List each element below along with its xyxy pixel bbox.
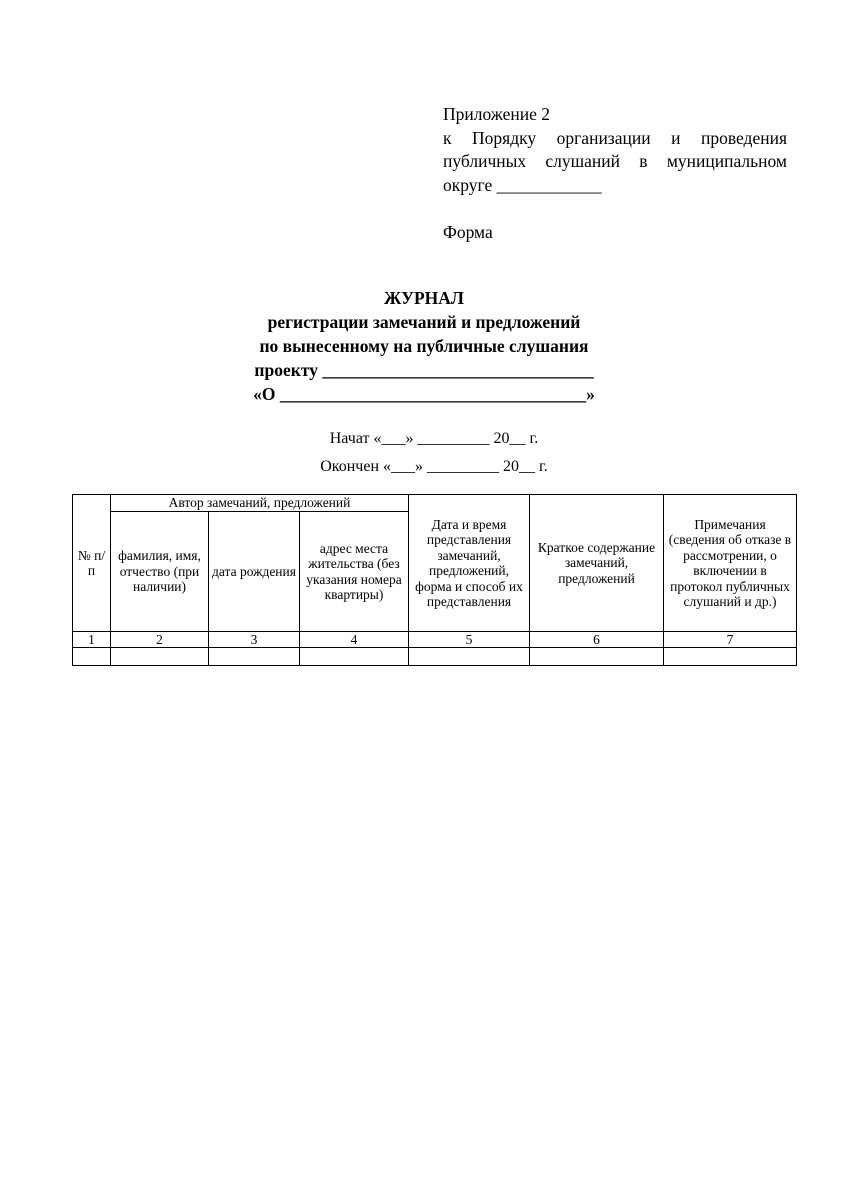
column-number: 5 (409, 632, 530, 648)
header-birth-date: дата рождения (209, 512, 300, 632)
table-cell[interactable] (664, 648, 797, 666)
table-cell[interactable] (73, 648, 111, 666)
table-header-row (73, 495, 797, 512)
project-line: проекту _______________________________ (254, 360, 594, 380)
column-number: 4 (300, 632, 409, 648)
table-cell[interactable] (530, 648, 664, 666)
journal-title-block (0, 286, 848, 406)
header-author-group: Автор замечаний, предложений (111, 495, 409, 512)
table-cell[interactable] (409, 648, 530, 666)
journal-dates (0, 425, 848, 481)
start-date-line: Начат «___» _________ 20__ г. (329, 430, 539, 447)
header-datetime: Дата и время представления замечаний, предложений, форма и способ их представления (409, 495, 530, 632)
appendix-line: к Порядку организации и проведения (443, 127, 787, 148)
column-number: 6 (530, 632, 664, 648)
form-label: Форма (443, 222, 493, 242)
column-number: 2 (111, 632, 209, 648)
appendix-line: публичных слушаний в муниципальном (443, 151, 787, 171)
column-number: 1 (73, 632, 111, 648)
end-date-line: Окончен «___» _________ 20__ г. (320, 458, 548, 475)
table-cell[interactable] (111, 648, 209, 666)
appendix-block (443, 103, 787, 245)
registration-table (72, 494, 797, 666)
journal-subtitle: регистрации замечаний и предложений (267, 312, 581, 332)
project-name-line: «О ___________________________________» (253, 384, 595, 404)
header-notes: Примечания (сведения об отказе в рассмотрении, о включении в протокол публичных слушаний и др.) (664, 495, 797, 632)
header-full-name: фамилия, имя, отчество (при наличии) (111, 512, 209, 632)
table-cell[interactable] (209, 648, 300, 666)
column-number: 7 (664, 632, 797, 648)
header-address: адрес места жительства (без указания номера квартиры) (300, 512, 409, 632)
journal-title: ЖУРНАЛ (384, 288, 464, 308)
header-summary: Краткое содержание замечаний, предложений (530, 495, 664, 632)
appendix-title: Приложение 2 (443, 104, 551, 124)
journal-subtitle: по вынесенному на публичные слушания (259, 336, 589, 356)
header-number: № п/п (73, 495, 111, 632)
column-number: 3 (209, 632, 300, 648)
appendix-line: округе ____________ (443, 174, 602, 195)
column-number-row (73, 632, 797, 648)
table-cell[interactable] (300, 648, 409, 666)
table-row (73, 648, 797, 666)
